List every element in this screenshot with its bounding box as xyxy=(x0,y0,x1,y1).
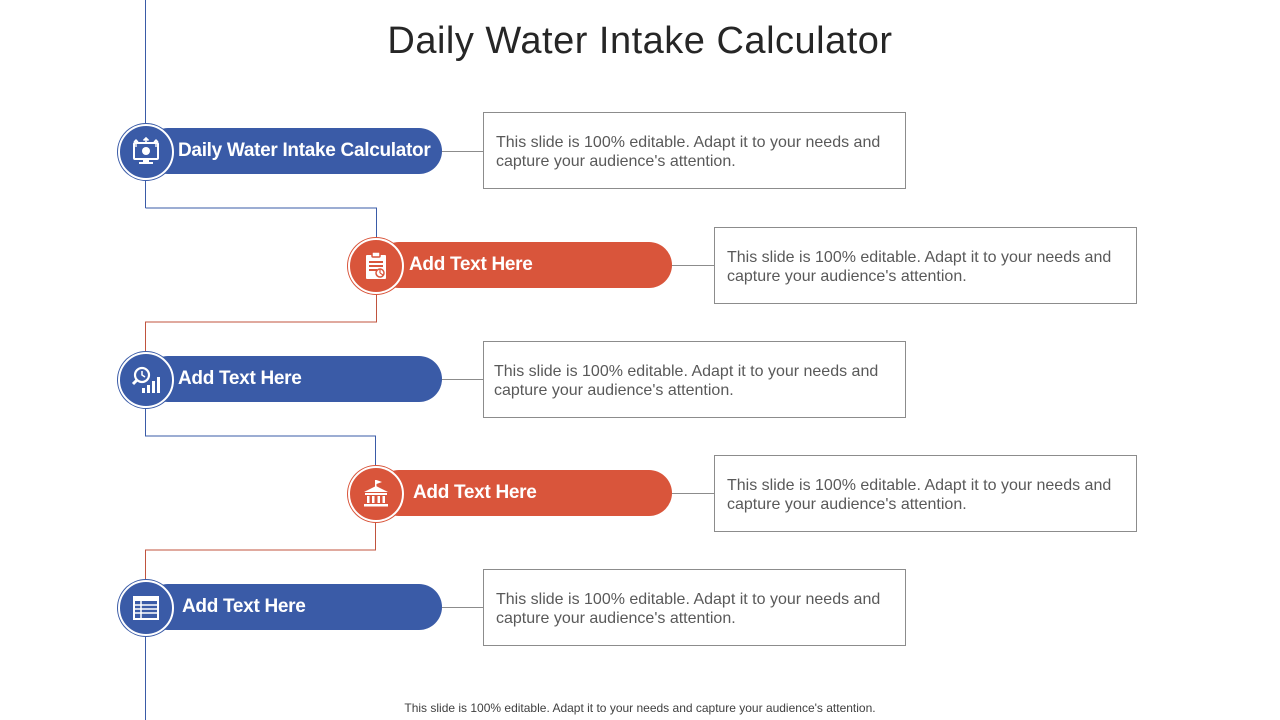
step-2-icon-badge xyxy=(348,238,404,294)
step-2-pill xyxy=(376,242,672,288)
step-5-pill xyxy=(145,584,442,630)
step-4-pill xyxy=(376,470,672,516)
step-4-label: Add Text Here xyxy=(413,482,537,503)
step-1-description-box: This slide is 100% editable. Adapt it to your needs and capture your audience's attention. xyxy=(483,112,906,189)
step-2-description-box: This slide is 100% editable. Adapt it to your needs and capture your audience's attention. xyxy=(714,227,1137,304)
step-1-label: Daily Water Intake Calculator xyxy=(178,140,431,161)
connector-3-4 xyxy=(146,406,376,469)
clipboard-chart-icon xyxy=(361,251,391,281)
step-1-icon-badge xyxy=(118,124,174,180)
connector-2-3 xyxy=(146,292,377,355)
monitor-dollar-icon xyxy=(131,137,161,167)
slide-title: Daily Water Intake Calculator xyxy=(387,20,893,62)
step-4-icon-badge xyxy=(348,466,404,522)
bank-building-icon xyxy=(361,479,391,509)
step-5-icon-badge xyxy=(118,580,174,636)
step-3-description-box: This slide is 100% editable. Adapt it to your needs and capture your audience's attention. xyxy=(483,341,906,418)
analytics-magnifier-icon xyxy=(131,365,161,395)
step-4-description-box: This slide is 100% editable. Adapt it to your needs and capture your audience's attention. xyxy=(714,455,1137,532)
step-5-label: Add Text Here xyxy=(182,596,306,617)
connector-1-2 xyxy=(146,208,377,241)
step-2-label: Add Text Here xyxy=(409,254,533,275)
step-3-icon-badge xyxy=(118,352,174,408)
spreadsheet-icon xyxy=(131,593,161,623)
footer-note: This slide is 100% editable. Adapt it to your needs and capture your audience's attention. xyxy=(404,701,876,715)
step-1-pill xyxy=(145,128,442,174)
step-3-pill xyxy=(145,356,442,402)
step-5-description-box: This slide is 100% editable. Adapt it to your needs and capture your audience's attention. xyxy=(483,569,906,646)
connector-4-5 xyxy=(146,520,376,583)
step-3-label: Add Text Here xyxy=(178,368,302,389)
